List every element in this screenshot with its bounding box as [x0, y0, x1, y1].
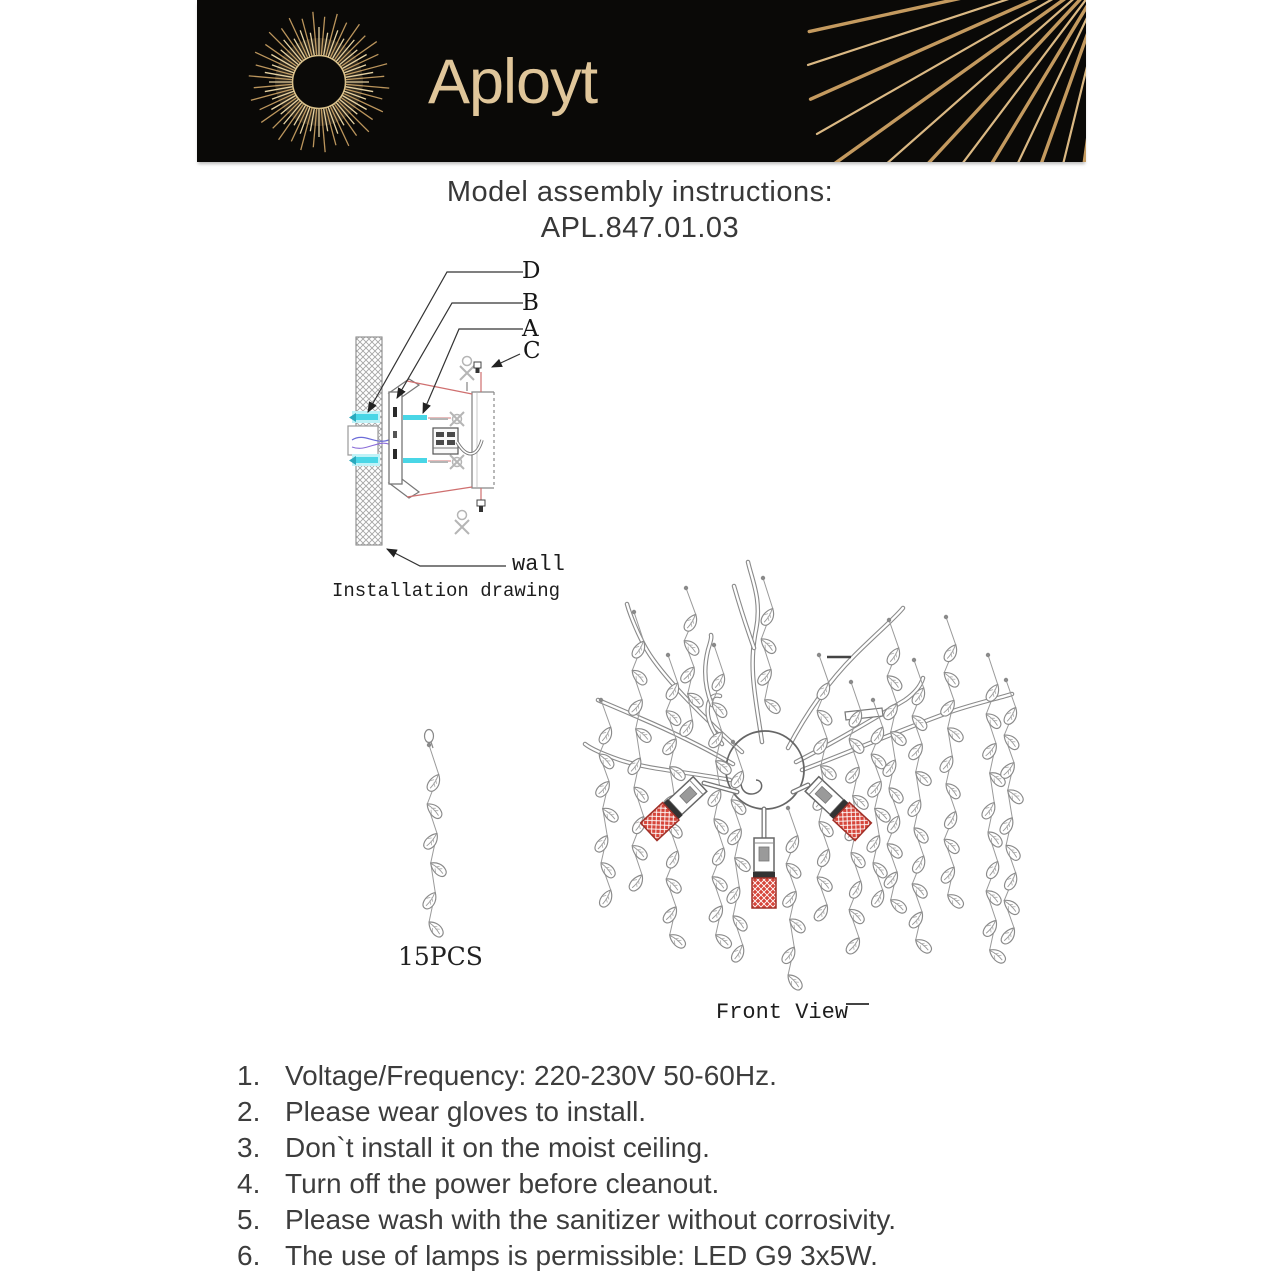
- instruction-number: 4.: [237, 1168, 261, 1199]
- instructions-list: [237, 1058, 896, 1274]
- front-view-drawing: [420, 562, 1025, 1004]
- instruction-text: Please wash with the sanitizer without corrosivity.: [285, 1204, 897, 1235]
- instruction-text: Turn off the power before cleanout.: [285, 1168, 720, 1199]
- instruction-number: 6.: [237, 1240, 261, 1271]
- instruction-number: 3.: [237, 1132, 261, 1163]
- title-line2: APL.847.01.03: [540, 212, 740, 244]
- instruction-item: [237, 1058, 896, 1094]
- part-label-d: D: [522, 258, 541, 284]
- part-label-b: B: [522, 290, 539, 316]
- instruction-text: Voltage/Frequency: 220-230V 50-60Hz.: [285, 1060, 777, 1091]
- installation-drawing: [348, 272, 523, 566]
- wall-label: wall: [512, 552, 565, 577]
- front-view-caption: Front View: [716, 1000, 849, 1025]
- installation-caption: Installation drawing: [331, 580, 561, 602]
- instruction-number: 2.: [237, 1096, 261, 1127]
- strand-count-label: 15PCS: [398, 942, 483, 971]
- instruction-text: The use of lamps is permissible: LED G9 3x5W.: [285, 1240, 878, 1271]
- part-label-c: C: [523, 338, 541, 364]
- instruction-text: Don`t install it on the moist ceiling.: [285, 1132, 710, 1163]
- instruction-item: [237, 1094, 896, 1130]
- instruction-number: 5.: [237, 1204, 261, 1235]
- part-label-a: A: [522, 316, 539, 342]
- brand-name: Aployt: [428, 47, 598, 117]
- title-line1: Model assembly instructions:: [446, 176, 834, 208]
- instruction-item: [237, 1202, 896, 1238]
- instruction-item: [237, 1130, 896, 1166]
- instruction-text: Please wear gloves to install.: [285, 1096, 647, 1127]
- instruction-item: [237, 1238, 896, 1274]
- instruction-number: 1.: [237, 1060, 261, 1091]
- instruction-item: [237, 1166, 896, 1202]
